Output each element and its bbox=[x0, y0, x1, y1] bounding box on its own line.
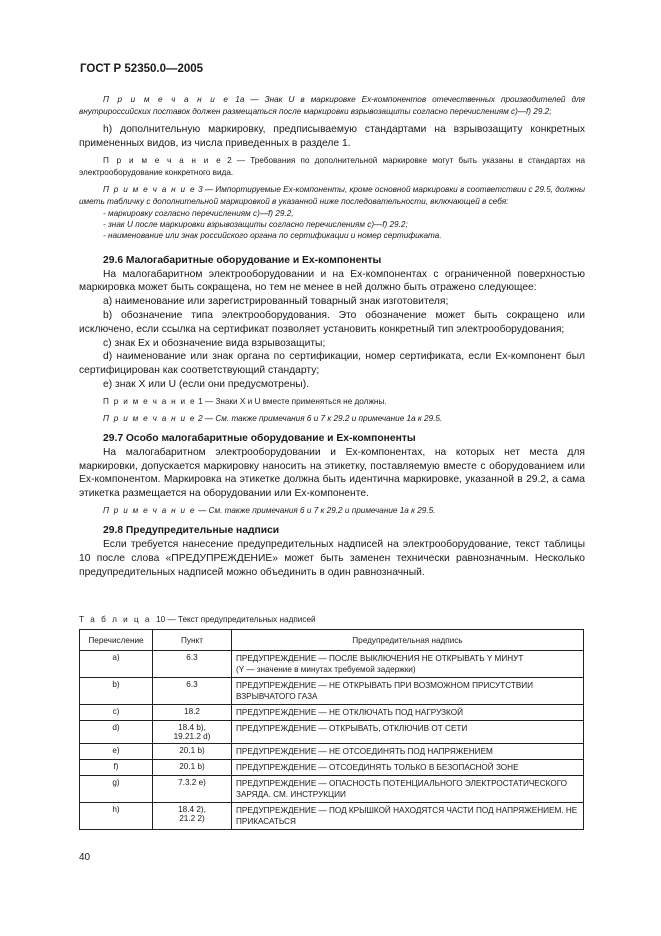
note-3-item: - знак U после маркировки взрывозащиты согласно перечислениям c)—f) 29.2; bbox=[103, 219, 408, 229]
table-row bbox=[80, 744, 584, 760]
section-29-6-intro: На малогабаритном электрооборудовании и на Ex-компонентах с ограниченной поверхностью маркировка может быть сокращена, но тем не менее в ней должно быть отражено следующее: bbox=[79, 268, 585, 294]
cell-enum: b) bbox=[80, 678, 153, 705]
cell-enum: a) bbox=[80, 651, 153, 678]
cell-warning: ПРЕДУПРЕЖДЕНИЕ — ОТСОЕДИНЯТЬ ТОЛЬКО В БЕЗОПАСНОЙ ЗОНЕ bbox=[232, 760, 584, 776]
document-header: ГОСТ Р 52350.0—2005 bbox=[80, 63, 204, 75]
section-heading-29-8: 29.8 Предупредительные надписи bbox=[103, 524, 280, 536]
cell-clause: 7.3.2 e) bbox=[153, 776, 232, 803]
list-item: a) наименование или зарегистрированный товарный знак изготовителя; bbox=[103, 296, 449, 308]
table-row bbox=[80, 776, 584, 803]
page-number: 40 bbox=[79, 852, 91, 863]
cell-warning: ПРЕДУПРЕЖДЕНИЕ — ПОСЛЕ ВЫКЛЮЧЕНИЯ НЕ ОТКРЫВАТЬ Y МИНУТ (Y — значение в минутах требуемой задержки) bbox=[232, 651, 584, 678]
section-29-7-text: На малогабаритном электрооборудовании и Ex-компонентах, на которых нет места для маркировки, допускается маркировку наносить на этикетку, поставляемую вместе с оборудованием или Ex-компонентом. Маркировка на этикетке должна быть идентична маркировке, указанной в 29.2, а сама этикетка размещается на оборудовании или Ex-компоненте. bbox=[79, 446, 585, 500]
list-item: c) знак Ex и обозначение вида взрывозащиты; bbox=[103, 337, 326, 349]
section-heading-29-6: 29.6 Малогабаритные оборудование и Ex-компоненты bbox=[103, 254, 382, 266]
cell-clause: 18.4 2), 21.2 2) bbox=[153, 803, 232, 830]
table-row bbox=[80, 803, 584, 830]
cell-clause: 18.2 bbox=[153, 705, 232, 721]
note-29-6-1: П р и м е ч а н и е 1 — Знаки X и U вместе применяться не должны. bbox=[103, 396, 387, 406]
cell-clause: 20.1 b) bbox=[153, 760, 232, 776]
note-3: П р и м е ч а н и е 3 — Импортируемые Ex-компоненты, кроме основной маркировки в соответствии с 29.5, должны иметь табличку с дополнительной маркировкой в указанной ниже последовательности, включающей в себя: bbox=[79, 184, 585, 206]
item-h: h) дополнительную маркировку, предписываемую стандартами на взрывозащиту конкретных примененных видов, из числа приведенных в разделе 1. bbox=[79, 124, 585, 149]
column-header-clause: Пункт bbox=[153, 630, 232, 651]
note-2: П р и м е ч а н и е 2 — Требования по дополнительной маркировке могут быть указаны в стандартах на электрооборудование конкретного вида. bbox=[79, 155, 586, 177]
cell-enum: h) bbox=[80, 803, 153, 830]
cell-enum: c) bbox=[80, 705, 153, 721]
cell-clause: 18.4 b), 19.21.2 d) bbox=[153, 721, 232, 744]
cell-warning: ПРЕДУПРЕЖДЕНИЕ — НЕ ОТКЛЮЧАТЬ ПОД НАГРУЗКОЙ bbox=[232, 705, 584, 721]
list-item: b) обозначение типа электрооборудования. Это обозначение может быть сокращено или исключено, если ссылка на сертификат позволяет установить конкретный тип электрооборудования; bbox=[79, 309, 585, 335]
section-29-8-text: Если требуется нанесение предупредительных надписей на электрооборудование, текст таблицы 10 после слова «ПРЕДУПРЕЖДЕНИЕ» может быть заменен технически равнозначным. Несколько предупредительных надписей можно объединить в один равнозначный. bbox=[79, 538, 585, 578]
note-3-item: - наименование или знак российского органа по сертификации и номер сертификата. bbox=[103, 230, 442, 240]
table-row bbox=[80, 760, 584, 776]
table-row bbox=[80, 651, 584, 678]
note-29-6-2: П р и м е ч а н и е 2 — См. также примечания 6 и 7 к 29.2 и примечание 1а к 29.5. bbox=[103, 413, 443, 423]
section-heading-29-7: 29.7 Особо малогабаритные оборудование и Ex-компоненты bbox=[103, 432, 416, 444]
cell-warning: ПРЕДУПРЕЖДЕНИЕ — НЕ ОТСОЕДИНЯТЬ ПОД НАПРЯЖЕНИЕМ bbox=[232, 744, 584, 760]
column-header-enum: Перечисление bbox=[80, 630, 153, 651]
table-row bbox=[80, 705, 584, 721]
table-header-row bbox=[80, 630, 584, 651]
list-item: d) наименование или знак органа по сертификации, номер сертификата, если Ex-компонент был сертифицирован как соответствующий стандарту; bbox=[79, 351, 585, 377]
table-row bbox=[80, 721, 584, 744]
cell-clause: 6.3 bbox=[153, 678, 232, 705]
cell-warning: ПРЕДУПРЕЖДЕНИЕ — НЕ ОТКРЫВАТЬ ПРИ ВОЗМОЖНОМ ПРИСУТСТВИИ ВЗРЫВЧАТОГО ГАЗА bbox=[232, 678, 584, 705]
warning-table bbox=[79, 629, 584, 830]
note-1a: П р и м е ч а н и е 1а — Знак U в маркировке Ex-компонентов отечественных производителей для внутрироссийских поставок должен размещаться после маркировки взрывозащиты согласно перечислениям c)—f) 29.2; bbox=[79, 95, 585, 116]
table-row bbox=[80, 678, 584, 705]
cell-enum: e) bbox=[80, 744, 153, 760]
cell-warning: ПРЕДУПРЕЖДЕНИЕ — ОТКРЫВАТЬ, ОТКЛЮЧИВ ОТ СЕТИ bbox=[232, 721, 584, 744]
cell-clause: 6.3 bbox=[153, 651, 232, 678]
page-body bbox=[79, 94, 585, 579]
note-29-7: П р и м е ч а н и е — См. также примечания 6 и 7 к 29.2 и примечание 1а к 29.5. bbox=[103, 505, 436, 515]
cell-warning: ПРЕДУПРЕЖДЕНИЕ — ОПАСНОСТЬ ПОТЕНЦИАЛЬНОГО ЭЛЕКТРОСТАТИЧЕСКОГО ЗАРЯДА. СМ. ИНСТРУКЦИИ bbox=[232, 776, 584, 803]
cell-warning: ПРЕДУПРЕЖДЕНИЕ — ПОД КРЫШКОЙ НАХОДЯТСЯ ЧАСТИ ПОД НАПРЯЖЕНИЕМ. НЕ ПРИКАСАТЬСЯ bbox=[232, 803, 584, 830]
note-3-item: - маркировку согласно перечислениям c)—f) 29.2, bbox=[103, 208, 294, 218]
column-header-warning: Предупредительная надпись bbox=[232, 630, 584, 651]
table-caption: Т а б л и ц а 10 — Текст предупредительных надписей bbox=[79, 615, 316, 624]
cell-enum: d) bbox=[80, 721, 153, 744]
cell-enum: g) bbox=[80, 776, 153, 803]
cell-enum: f) bbox=[80, 760, 153, 776]
list-item: e) знак X или U (если они предусмотрены). bbox=[103, 378, 309, 390]
cell-clause: 20.1 b) bbox=[153, 744, 232, 760]
